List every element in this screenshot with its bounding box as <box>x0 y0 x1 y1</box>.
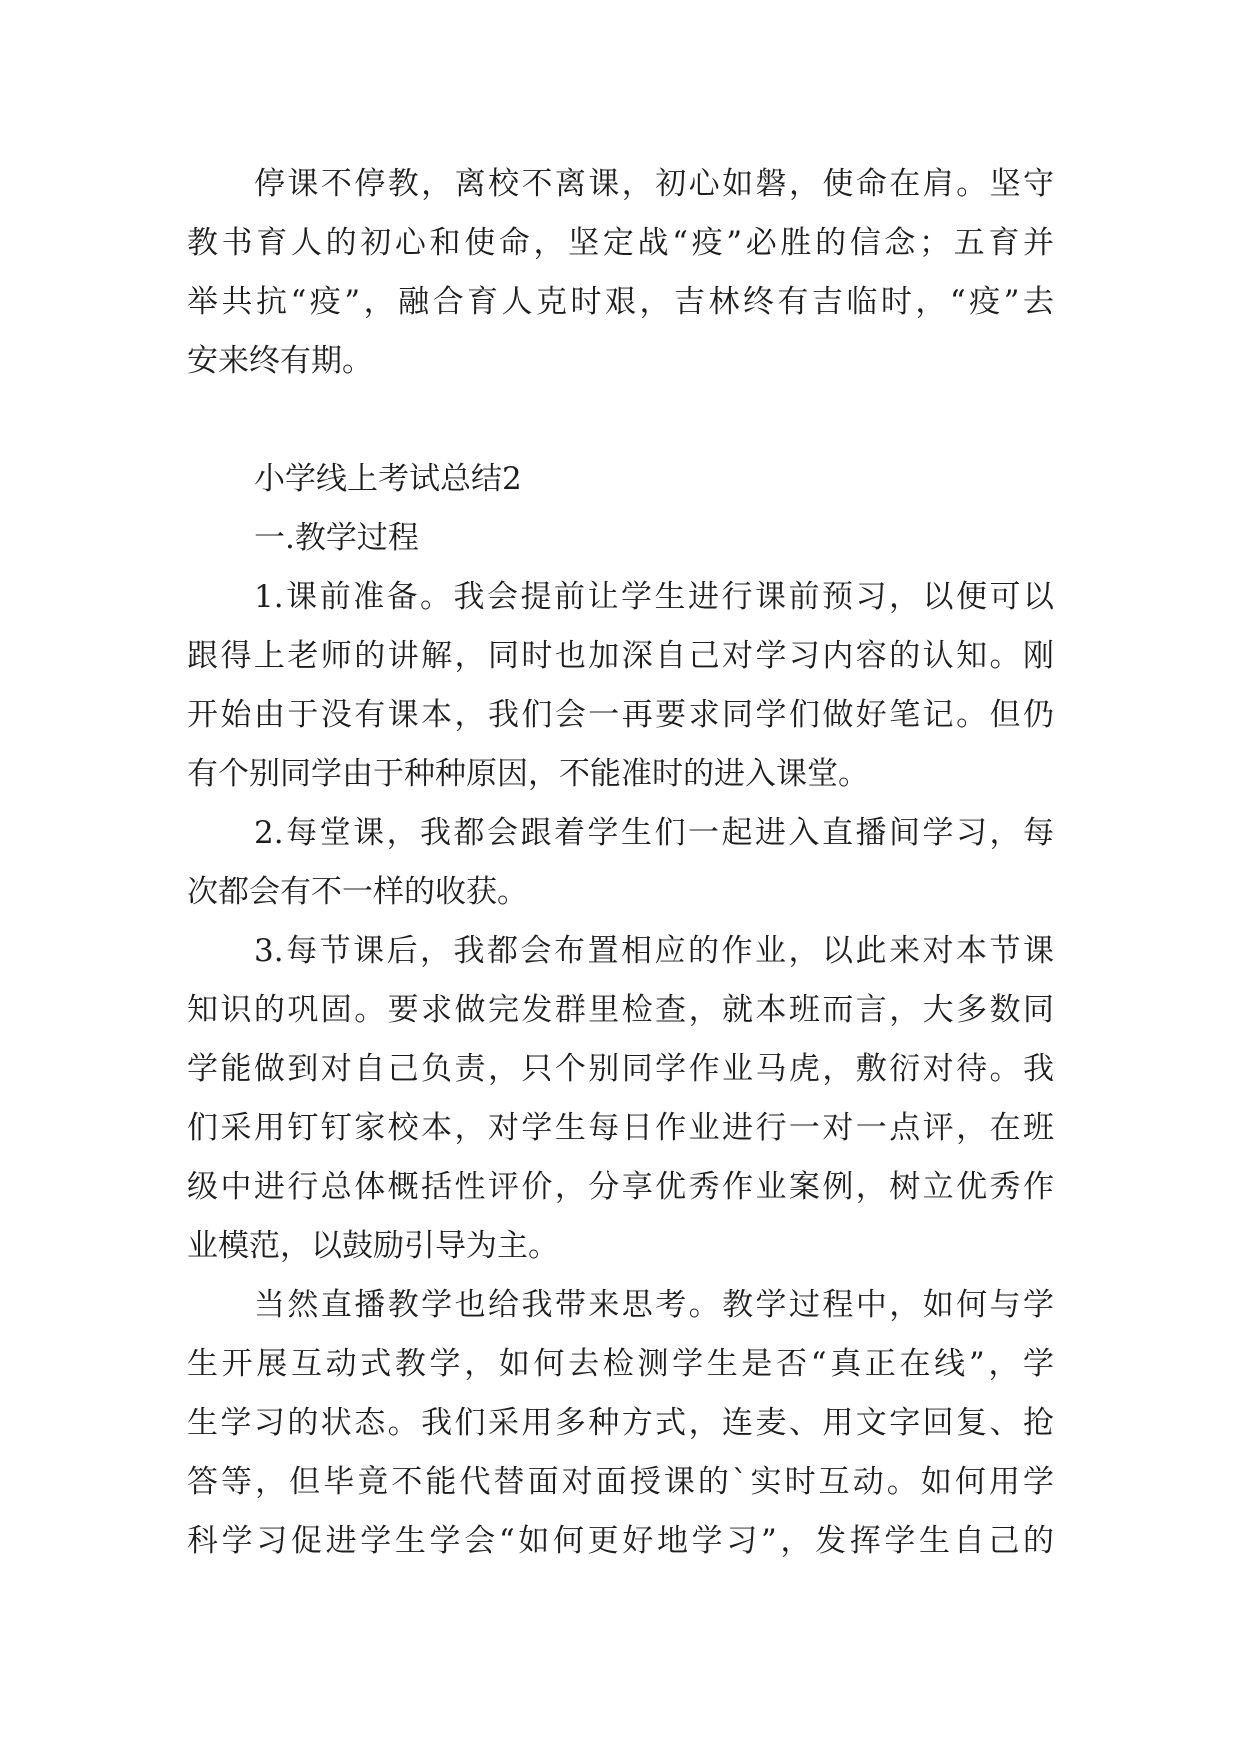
paragraph-line: 学能做到对自己负责，只个别同学作业马虎，敷衍对待。我 <box>187 1051 1054 1087</box>
document-body <box>187 155 1054 1571</box>
paragraph-line: 教书育人的初心和使命，坚定战“疫”必胜的信念；五育并 <box>187 225 1054 261</box>
paragraph-line: 开始由于没有课本，我们会一再要求同学们做好笔记。但仍 <box>187 697 1054 733</box>
paragraph-line: 生开展互动式教学，如何去检测学生是否“真正在线”，学 <box>187 1346 1054 1382</box>
paragraph-line: 停课不停教，离校不离课，初心如磐，使命在肩。坚守 <box>254 166 1054 202</box>
paragraph-line: 安来终有期。 <box>187 343 373 379</box>
paragraph-line: 知识的巩固。要求做完发群里检查，就本班而言，大多数同 <box>187 992 1054 1028</box>
paragraph-line: 答等，但毕竟不能代替面对面授课的`实时互动。如何用学 <box>187 1464 1054 1500</box>
section-heading: 一.教学过程 <box>254 520 419 556</box>
paragraph-line: 业模范，以鼓励引导为主。 <box>187 1228 559 1264</box>
paragraph-each-class <box>187 804 1054 922</box>
paragraph-line: 们采用钉钉家校本，对学生每日作业进行一对一点评，在班 <box>187 1110 1054 1146</box>
paragraph-line: 举共抗“疫”，融合育人克时艰，吉林终有吉临时，“疫”去 <box>187 284 1054 320</box>
paragraph-line: 有个别同学由于种种原因，不能准时的进入课堂。 <box>187 756 869 792</box>
section-title: 小学线上考试总结2 <box>254 461 522 497</box>
paragraph-line: 级中进行总体概括性评价，分享优秀作业案例，树立优秀作 <box>187 1169 1054 1205</box>
paragraph-line: 次都会有不一样的收获。 <box>187 874 528 910</box>
paragraph-line: 跟得上老师的讲解，同时也加深自己对学习内容的认知。刚 <box>187 638 1054 674</box>
paragraph-line: 科学习促进学生学会“如何更好地学习”，发挥学生自己的 <box>187 1523 1054 1559</box>
paragraph-line: 3.每节课后，我都会布置相应的作业，以此来对本节课 <box>254 933 1054 969</box>
paragraph-course-preparation <box>187 568 1054 804</box>
paragraph-homework <box>187 922 1054 1276</box>
blank-line <box>187 391 1054 450</box>
paragraph-line: 当然直播教学也给我带来思考。教学过程中，如何与学 <box>254 1287 1054 1323</box>
intro-paragraph <box>187 155 1054 391</box>
paragraph-reflection <box>187 1276 1054 1571</box>
paragraph-line: 生学习的状态。我们采用多种方式，连麦、用文字回复、抢 <box>187 1405 1054 1441</box>
paragraph-line: 2.每堂课，我都会跟着学生们一起进入直播间学习，每 <box>254 815 1054 851</box>
paragraph-line: 1.课前准备。我会提前让学生进行课前预习，以便可以 <box>254 579 1054 615</box>
